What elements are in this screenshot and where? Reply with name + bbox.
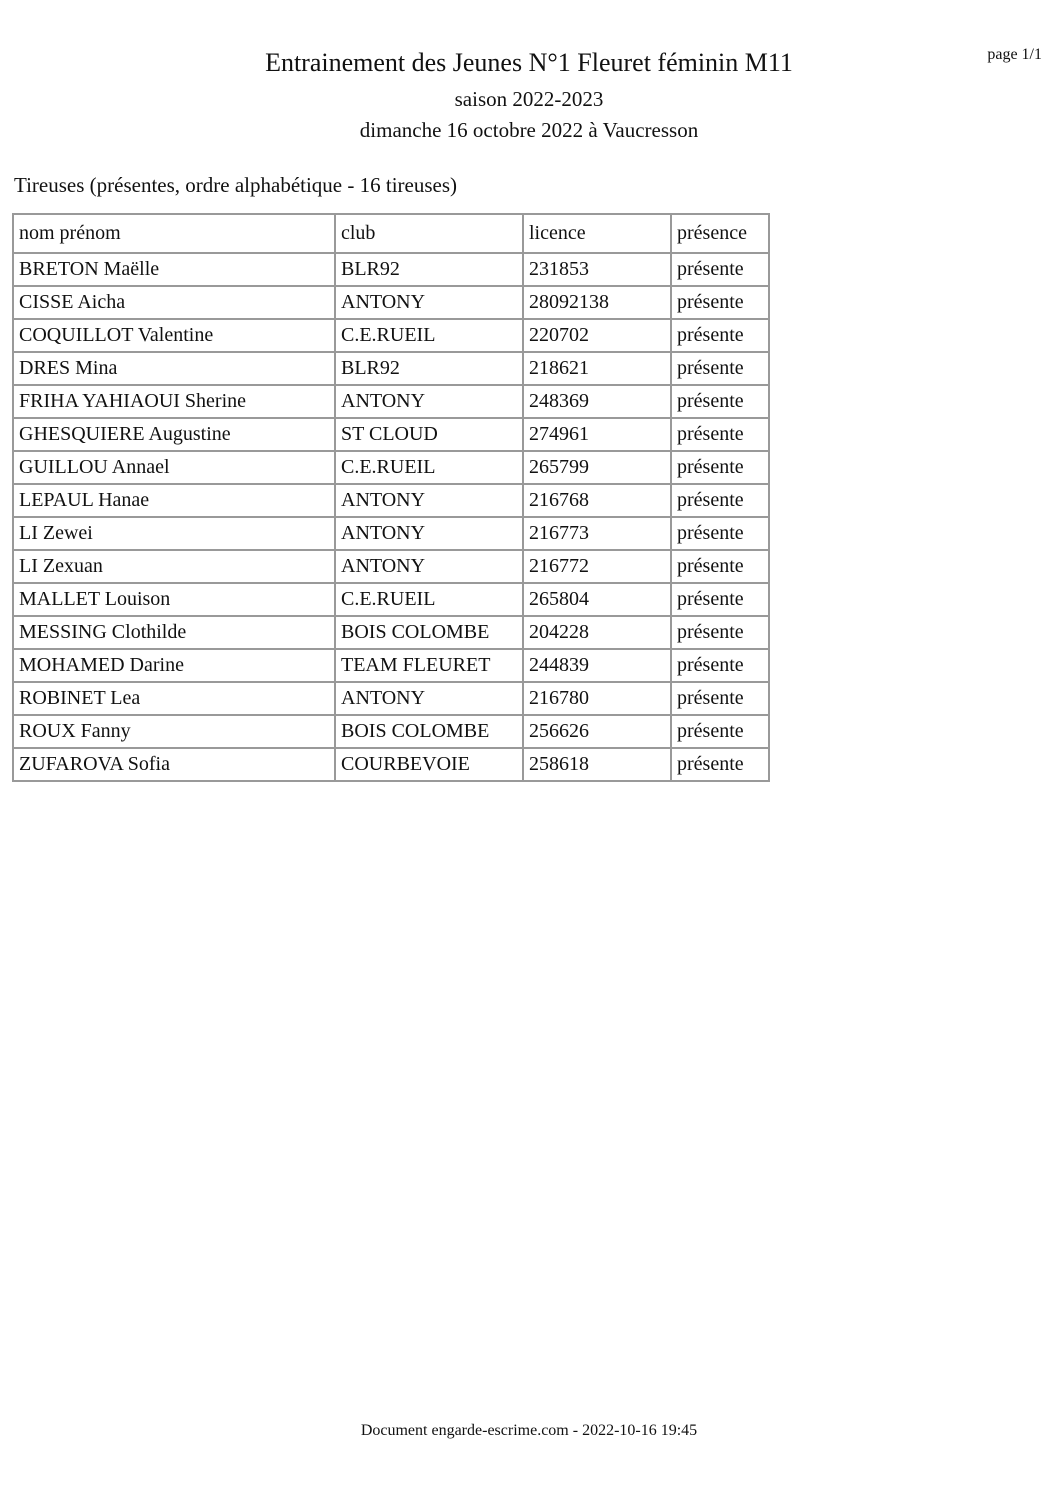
cell-name: COQUILLOT Valentine [13, 319, 335, 352]
table-row [13, 748, 769, 781]
cell-club: C.E.RUEIL [335, 451, 523, 484]
column-header-presence: présence [671, 214, 769, 253]
cell-name: MALLET Louison [13, 583, 335, 616]
cell-licence: 274961 [523, 418, 671, 451]
cell-club: ST CLOUD [335, 418, 523, 451]
cell-club: BLR92 [335, 253, 523, 286]
cell-name: ROBINET Lea [13, 682, 335, 715]
cell-club: ANTONY [335, 517, 523, 550]
cell-presence: présente [671, 418, 769, 451]
date-location: dimanche 16 octobre 2022 à Vaucresson [359, 118, 699, 142]
cell-name: BRETON Maëlle [13, 253, 335, 286]
column-header-licence: licence [523, 214, 671, 253]
page-title: Entrainement des Jeunes N°1 Fleuret féminin M11 [265, 48, 793, 77]
footer: Document engarde-escrime.com - 2022-10-16 19:45 [360, 1422, 698, 1439]
cell-name: CISSE Aicha [13, 286, 335, 319]
cell-presence: présente [671, 451, 769, 484]
cell-name: LI Zewei [13, 517, 335, 550]
cell-club: TEAM FLEURET [335, 649, 523, 682]
cell-licence: 231853 [523, 253, 671, 286]
table-row [13, 352, 769, 385]
cell-presence: présente [671, 715, 769, 748]
table-row [13, 715, 769, 748]
cell-club: ANTONY [335, 550, 523, 583]
cell-club: BLR92 [335, 352, 523, 385]
cell-licence: 256626 [523, 715, 671, 748]
cell-presence: présente [671, 550, 769, 583]
cell-name: MESSING Clothilde [13, 616, 335, 649]
cell-club: COURBEVOIE [335, 748, 523, 781]
fencers-table [12, 213, 770, 782]
cell-club: BOIS COLOMBE [335, 616, 523, 649]
cell-licence: 220702 [523, 319, 671, 352]
cell-presence: présente [671, 616, 769, 649]
cell-name: ZUFAROVA Sofia [13, 748, 335, 781]
table-row [13, 451, 769, 484]
cell-licence: 248369 [523, 385, 671, 418]
table-row [13, 583, 769, 616]
cell-licence: 204228 [523, 616, 671, 649]
cell-club: ANTONY [335, 286, 523, 319]
cell-presence: présente [671, 286, 769, 319]
cell-name: LI Zexuan [13, 550, 335, 583]
section-heading: Tireuses (présentes, ordre alphabétique - 16 tireuses) [14, 173, 458, 197]
cell-name: ROUX Fanny [13, 715, 335, 748]
cell-licence: 28092138 [523, 286, 671, 319]
cell-presence: présente [671, 253, 769, 286]
cell-club: C.E.RUEIL [335, 583, 523, 616]
cell-presence: présente [671, 319, 769, 352]
cell-presence: présente [671, 385, 769, 418]
table-header-row [13, 214, 769, 253]
cell-club: BOIS COLOMBE [335, 715, 523, 748]
cell-club: ANTONY [335, 484, 523, 517]
cell-presence: présente [671, 517, 769, 550]
table-row [13, 649, 769, 682]
cell-licence: 244839 [523, 649, 671, 682]
table-row [13, 286, 769, 319]
cell-licence: 265799 [523, 451, 671, 484]
table-row [13, 484, 769, 517]
cell-presence: présente [671, 748, 769, 781]
cell-name: FRIHA YAHIAOUI Sherine [13, 385, 335, 418]
cell-club: ANTONY [335, 385, 523, 418]
cell-presence: présente [671, 583, 769, 616]
cell-licence: 216773 [523, 517, 671, 550]
table-row [13, 682, 769, 715]
table-row [13, 253, 769, 286]
cell-club: C.E.RUEIL [335, 319, 523, 352]
cell-name: LEPAUL Hanae [13, 484, 335, 517]
cell-licence: 265804 [523, 583, 671, 616]
cell-presence: présente [671, 484, 769, 517]
column-header-name: nom prénom [13, 214, 335, 253]
table-row [13, 418, 769, 451]
cell-licence: 216772 [523, 550, 671, 583]
cell-licence: 218621 [523, 352, 671, 385]
table-row [13, 550, 769, 583]
cell-club: ANTONY [335, 682, 523, 715]
cell-presence: présente [671, 352, 769, 385]
cell-licence: 258618 [523, 748, 671, 781]
cell-licence: 216768 [523, 484, 671, 517]
cell-name: DRES Mina [13, 352, 335, 385]
column-header-club: club [335, 214, 523, 253]
table-row [13, 385, 769, 418]
season: saison 2022-2023 [454, 87, 604, 111]
cell-name: GHESQUIERE Augustine [13, 418, 335, 451]
cell-licence: 216780 [523, 682, 671, 715]
table-row [13, 616, 769, 649]
cell-presence: présente [671, 649, 769, 682]
table-row [13, 517, 769, 550]
cell-name: GUILLOU Annael [13, 451, 335, 484]
cell-presence: présente [671, 682, 769, 715]
page-number: page 1/1 [987, 46, 1042, 63]
cell-name: MOHAMED Darine [13, 649, 335, 682]
table-row [13, 319, 769, 352]
